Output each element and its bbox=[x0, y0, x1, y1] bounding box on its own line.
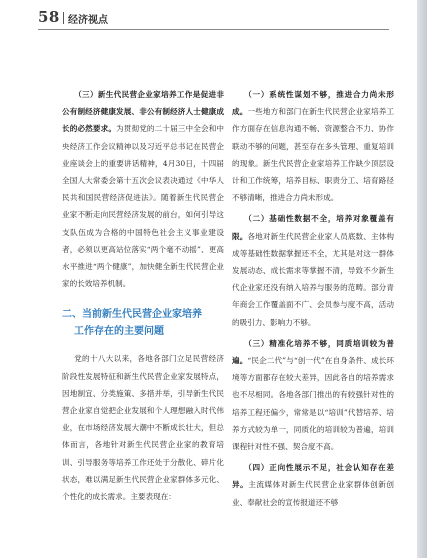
problem-item-1-heading: （一）系统性谋划不够，推进合力尚未形成。 bbox=[232, 90, 394, 117]
problem-item-3 bbox=[232, 335, 394, 455]
right-column bbox=[232, 86, 394, 511]
problem-item-2-heading: （二）基础性数据不全，培养对象覆盖有限。 bbox=[232, 214, 394, 241]
problem-item-2-body: 各地对新生代民营企业家人员底数、主体构成等基础性数据掌握还不全，尤其是对这一群体发展动态、成长需求等掌握不清，导致不少新生代企业家还没有纳入培养与服务的范畴。部分青年商会工作覆盖面不广、会员参与度不高，活动的吸引力、影响力不够。 bbox=[232, 231, 395, 327]
problem-item-3-heading: （三）精准化培养不够，同质培训较为普遍。 bbox=[232, 338, 394, 366]
lead-paragraph bbox=[62, 86, 224, 292]
problem-item-3-body: “民企二代”与“创一代”在自身条件、成长环境等方面都存在较大差异，因此各自的培养需求也不尽相同。各地各部门推出的有较强针对性的培养工程还偏少，常常是以“培训”代替培养、培养方式较为单一，同质化的培训较为普遍，培训课程针对性不强、契合度不高。 bbox=[232, 356, 394, 452]
section-title-line2: 工作存在的主要问题 bbox=[74, 326, 164, 338]
page-header bbox=[0, 0, 427, 32]
header-rule bbox=[38, 29, 389, 30]
lead-body: 为贯彻党的二十届三中全会和中央经济工作会议精神以及习近平总书记在民营企业座谈会上的重要讲话精神，4月30日，十四届全国人大常委会第十五次会议表决通过《中华人民共和国民营经济促进法》。随着新生代民营企业家不断走向民营经济发展的前台，如何引导这支队伍成为合格的中国特色社会主义事业建设者，必须以更高站位落实“两个毫不动摇”、更高水平推进“两个健康”，加快健全新生代民营企业家的长效培养机制。 bbox=[62, 124, 225, 289]
page-edge-band bbox=[417, 0, 427, 558]
page-number: 58 bbox=[38, 8, 60, 26]
section-name: 经济视点 bbox=[68, 15, 108, 26]
section-body: 党的十八大以来，各地各部门立足民营经济阶段性发展特征和新生代民营企业家发展特点，因地制宜、分类施策、多措并举，引导新生代民营企业家自觉把企业发展和个人理想融入时代伟业，在市场经济发展大潮中不断成长壮大，但总体而言，各地针对新生代民营企业家的教育培训、引导服务等培养工作还处于分散化、碎片化状态，难以满足新生代民营企业家群体多元化、个性化的成长需求。主要表现在： bbox=[62, 354, 224, 502]
problem-item-4-body: 主流媒体对新生代民营企业家群体创新创业、奉献社会的宣传报道还不够 bbox=[232, 480, 395, 507]
section-title bbox=[62, 306, 224, 340]
left-column bbox=[62, 86, 224, 505]
problem-item-4 bbox=[232, 459, 394, 511]
problem-item-2 bbox=[232, 210, 394, 330]
section-title-line1: 二、当前新生代民营企业家培养 bbox=[62, 309, 202, 321]
problem-item-4-heading: （四）正向性展示不足，社会认知存在差异。 bbox=[232, 463, 394, 490]
header-separator bbox=[63, 12, 64, 24]
lead-heading: （三）新生代民营企业家培养工作是促进非公有制经济健康发展、非公有制经济人士健康成长的必然要求。 bbox=[62, 90, 224, 134]
problem-item-1 bbox=[232, 86, 394, 206]
problem-item-1-body: 一些地方和部门在新生代民营企业家培养工作方面存在信息沟通不畅、资源整合不力、协作联动不够的问题，甚至存在多头管理、重复培训的现象。新生代民营企业家培养工作缺少顶层设计和工作统筹，培养目标、职责分工、培育路径不够清晰，推进合力尚未形成。 bbox=[232, 107, 395, 203]
